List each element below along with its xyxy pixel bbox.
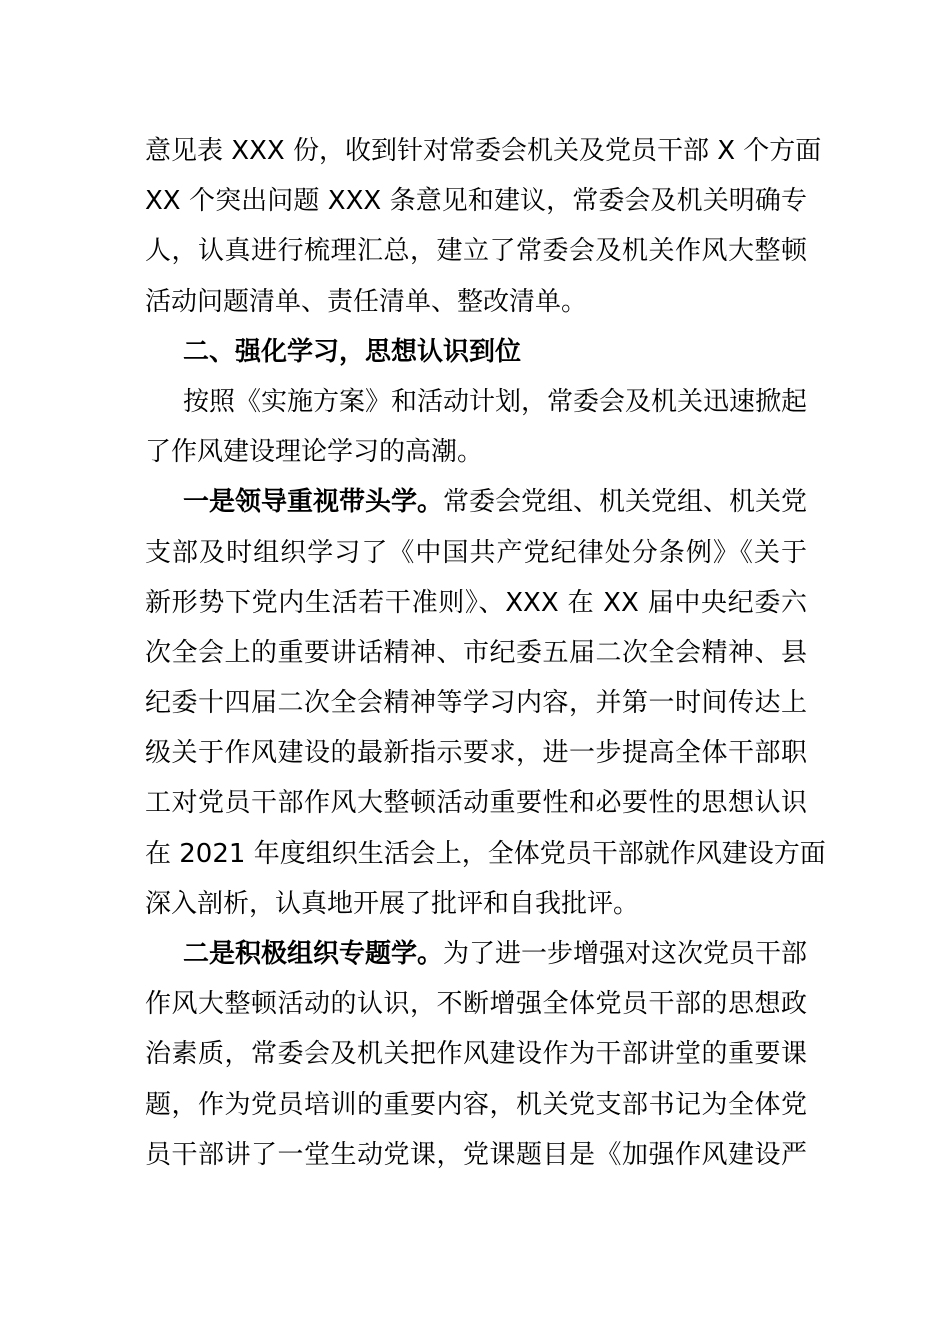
body-text-line: 作风大整顿活动的认识，不断增强全体党员干部的思想政	[145, 989, 807, 1020]
body-text-line: 人，认真进行梳理汇总，建立了常委会及机关作风大整顿	[145, 236, 807, 267]
body-text-line: XX 个突出问题 XXX 条意见和建议，常委会及机关明确专	[145, 186, 807, 217]
body-text-line: 按照《实施方案》和活动计划，常委会及机关迅速掀起	[183, 386, 808, 417]
section-heading: 二、强化学习，思想认识到位	[183, 336, 522, 367]
body-text-line: 在 2021 年度组织生活会上，全体党员干部就作风建设方面	[145, 838, 826, 869]
body-text-line: 新形势下党内生活若干准则》、XXX 在 XX 届中央纪委六	[145, 587, 807, 618]
paragraph-lead: 一是领导重视带头学。	[183, 487, 444, 518]
body-text-line: 工对党员干部作风大整顿活动重要性和必要性的思想认识	[145, 788, 807, 819]
body-text-line: 深入剖析，认真地开展了批评和自我批评。	[145, 888, 640, 919]
body-text-line: 题，作为党员培训的重要内容，机关党支部书记为全体党	[145, 1089, 807, 1120]
body-text-line: 次全会上的重要讲话精神、市纪委五届二次全会精神、县	[145, 637, 807, 668]
body-text-line: 级关于作风建设的最新指示要求，进一步提高全体干部职	[145, 738, 807, 769]
body-text-line: 纪委十四届二次全会精神等学习内容，并第一时间传达上	[145, 688, 807, 719]
body-text: 常委会党组、机关党组、机关党	[443, 487, 808, 518]
body-text-line	[145, 929, 807, 979]
paragraph-lead: 二是积极组织专题学。	[183, 939, 444, 969]
body-text-line: 了作风建设理论学习的高潮。	[145, 437, 484, 468]
body-text-line: 支部及时组织学习了《中国共产党纪律处分条例》《关于	[145, 537, 807, 568]
body-text-line: 活动问题清单、责任清单、整改清单。	[145, 286, 588, 317]
body-text-line: 意见表 XXX 份，收到针对常委会机关及党员干部 X 个方面	[145, 136, 822, 166]
body-text-line: 员干部讲了一堂生动党课，党课题目是《加强作风建设严	[145, 1139, 807, 1170]
body-text-line	[145, 477, 807, 527]
document-page	[145, 126, 826, 1180]
body-text-line: 治素质，常委会及机关把作风建设作为干部讲堂的重要课	[145, 1039, 807, 1070]
body-text: 为了进一步增强对这次党员干部	[443, 939, 808, 969]
